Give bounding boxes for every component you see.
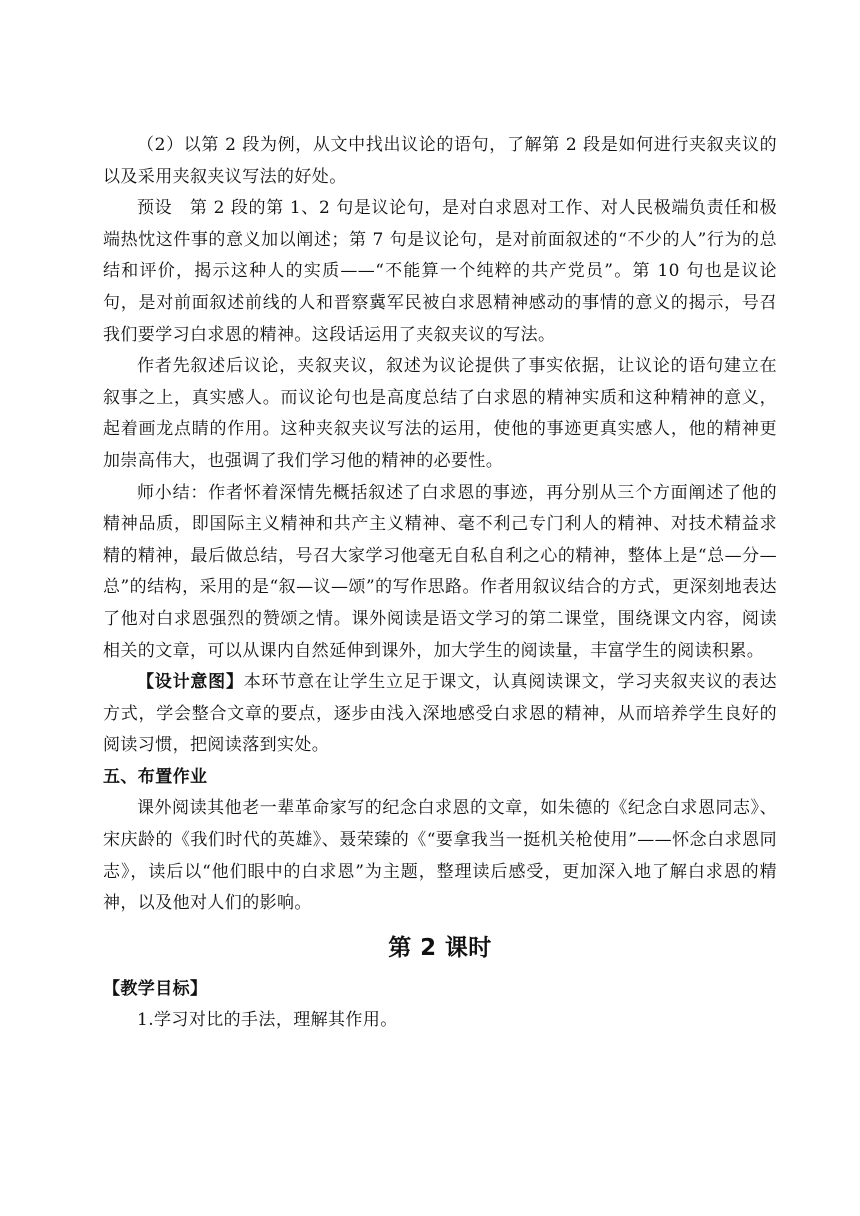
document-body	[103, 130, 777, 1037]
paragraph-homework: 课外阅读其他老一辈革命家写的纪念白求恩的文章，如朱德的《纪念白求恩同志》、宋庆龄的《我们时代的英雄》、聂荣臻的《“要拿我当一挺机关枪使用”——怀念白求恩同志》，读后以“他们眼中的白求恩”为主题，整理读后感受，更加深入地了解白求恩的精神，以及他对人们的影响。	[103, 798, 777, 914]
paragraph-design-intent	[103, 667, 777, 762]
teaching-goal-1: 1.学习对比的手法，理解其作用。	[137, 1010, 398, 1031]
paragraph-analysis: 作者先叙述后议论，夹叙夹议，叙述为议论提供了事实依据，让议论的语句建立在叙事之上，真实感人。而议论句也是高度总结了白求恩的精神实质和这种精神的意义，起着画龙点睛的作用。这种夹叙夹议写法的运用，使他的事迹更真实感人，他的精神更加崇高伟大，也强调了我们学习他的精神的必要性。	[103, 356, 777, 471]
paragraph-preset-answer: 预设 第 2 段的第 1、2 句是议论句，是对白求恩对工作、对人民极端负责任和极端热忱这件事的意义加以阐述；第 7 句是议论句，是对前面叙述的“不少的人”行为的总结和评价，揭示这种人的实质——“不能算一个纯粹的共产党员”。第 10 句也是议论句，是对前面叙述前线的人和晋察冀军民被白求恩精神感动的事情的意义的揭示，号召我们要学习白求恩的精神。这段话运用了夹叙夹议的写法。	[103, 198, 777, 345]
design-intent-label: 【设计意图】	[137, 672, 244, 693]
paragraph-teacher-summary: 师小结：作者怀着深情先概括叙述了白求恩的事迹，再分别从三个方面阐述了他的精神品质，即国际主义精神和共产主义精神、毫不利己专门利人的精神、对技术精益求精的精神，最后做总结，号召大家学习他毫无自私自利之心的精神，整体上是“总—分—总”的结构，采用的是“叙—议—颂”的写作思路。作者用叙议结合的方式，更深刻地表达了他对白求恩强烈的赞颂之情。课外阅读是语文学习的第二课堂，围绕课文内容，阅读相关的文章，可以从课内自然延伸到课外，加大学生的阅读量，丰富学生的阅读积累。	[103, 482, 777, 661]
teaching-goals-heading: 【教学目标】	[103, 978, 208, 999]
design-intent-text: 本环节意在让学生立足于课文，认真阅读课文，学习夹叙夹议的表达方式，学会整合文章的要点，逐步由浅入深地感受白求恩的精神，从而培养学生良好的阅读习惯，把阅读落到实处。	[103, 672, 777, 756]
paragraph-question-2: （2）以第 2 段为例，从文中找出议论的语句，了解第 2 段是如何进行夹叙夹议的以及采用夹叙夹议写法的好处。	[103, 135, 777, 187]
section-heading-homework: 五、布置作业	[103, 766, 208, 787]
lesson-2-title: 第 2 课时	[388, 934, 492, 961]
